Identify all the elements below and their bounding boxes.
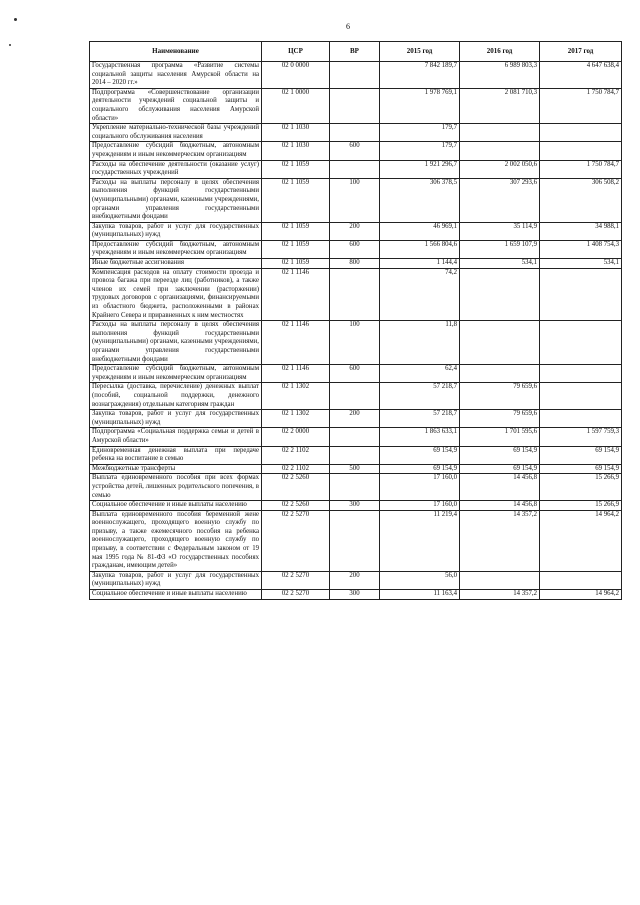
cell-2015: 1 566 804,6 [380, 240, 460, 258]
cell-2015: 17 160,0 [380, 501, 460, 511]
cell-csr: 02 1 1059 [262, 178, 330, 222]
cell-2016: 307 293,6 [460, 178, 540, 222]
cell-2016: 1 659 107,9 [460, 240, 540, 258]
cell-2017 [540, 410, 622, 428]
cell-vr [330, 474, 380, 501]
table-row [90, 571, 622, 589]
cell-2015: 1 978 769,1 [380, 88, 460, 123]
cell-2015: 69 154,9 [380, 446, 460, 464]
cell-2015: 74,2 [380, 268, 460, 321]
cell-vr: 100 [330, 321, 380, 365]
cell-csr: 02 2 5270 [262, 510, 330, 571]
cell-2017: 1 408 754,3 [540, 240, 622, 258]
cell-name: Социальное обеспечение и иные выплаты населению [90, 590, 262, 600]
cell-2015: 1 863 633,1 [380, 428, 460, 446]
cell-vr [330, 124, 380, 142]
cell-2016: 2 002 050,6 [460, 160, 540, 178]
cell-name: Компенсация расходов на оплату стоимости проезда и провоза багажа при переезде лиц (работников), а также членов их семей при заключении (расторжении) трудовых договоров с организациями, финансируемыми из областного бюджета, расположенными в районах Крайнего Севера и приравненных к ним местностях [90, 268, 262, 321]
table-row [90, 510, 622, 571]
table-row [90, 365, 622, 383]
cell-2017: 306 508,2 [540, 178, 622, 222]
cell-name: Выплата единовременного пособия при всех формах устройства детей, лишенных родительского попечения, в семью [90, 474, 262, 501]
cell-2016 [460, 142, 540, 160]
cell-2017: 15 266,9 [540, 501, 622, 511]
table-row [90, 446, 622, 464]
cell-csr: 02 1 1146 [262, 365, 330, 383]
cell-2017: 4 647 638,4 [540, 62, 622, 89]
cell-2015: 179,7 [380, 124, 460, 142]
cell-vr: 200 [330, 571, 380, 589]
header-name: Наименование [90, 42, 262, 62]
cell-2017: 1 597 759,3 [540, 428, 622, 446]
table-row [90, 428, 622, 446]
header-2015: 2015 год [380, 42, 460, 62]
cell-2017: 1 750 784,7 [540, 88, 622, 123]
cell-vr: 600 [330, 365, 380, 383]
cell-name: Расходы на выплаты персоналу в целях обеспечения выполнения функций государственными (муниципальными) органами, казенными учреждениями, органами управления государственными внебюджетными фондами [90, 178, 262, 222]
cell-2016: 14 456,8 [460, 474, 540, 501]
cell-vr [330, 383, 380, 410]
cell-vr: 800 [330, 259, 380, 269]
cell-2016: 69 154,9 [460, 464, 540, 474]
cell-2017: 1 750 784,7 [540, 160, 622, 178]
cell-name: Единовременная денежная выплата при передаче ребенка на воспитание в семью [90, 446, 262, 464]
table-row [90, 62, 622, 89]
cell-2016: 1 701 595,6 [460, 428, 540, 446]
header-2016: 2016 год [460, 42, 540, 62]
cell-2016: 2 081 710,3 [460, 88, 540, 123]
cell-vr: 500 [330, 464, 380, 474]
table-row [90, 259, 622, 269]
cell-2016 [460, 321, 540, 365]
cell-name: Расходы на выплаты персоналу в целях обеспечения выполнения функций государственными (муниципальными) органами, казенными учреждениями, органами управления государственными внебюджетными фондами [90, 321, 262, 365]
cell-csr: 02 1 1059 [262, 160, 330, 178]
cell-csr: 02 2 5260 [262, 501, 330, 511]
cell-csr: 02 1 1146 [262, 268, 330, 321]
cell-name: Предоставление субсидий бюджетным, автономным учреждениям и иным некоммерческим организациям [90, 142, 262, 160]
cell-name: Иные бюджетные ассигнования [90, 259, 262, 269]
cell-csr: 02 2 0000 [262, 428, 330, 446]
cell-csr: 02 1 1059 [262, 259, 330, 269]
cell-csr: 02 1 1030 [262, 124, 330, 142]
cell-vr: 300 [330, 501, 380, 511]
cell-2017: 34 988,1 [540, 222, 622, 240]
cell-2017: 14 964,2 [540, 510, 622, 571]
cell-vr: 300 [330, 590, 380, 600]
cell-2016 [460, 571, 540, 589]
cell-name: Межбюджетные трансферты [90, 464, 262, 474]
cell-name: Социальное обеспечение и иные выплаты населению [90, 501, 262, 511]
table-row [90, 160, 622, 178]
cell-2016: 534,1 [460, 259, 540, 269]
cell-2017: 534,1 [540, 259, 622, 269]
cell-2017 [540, 124, 622, 142]
cell-2017 [540, 571, 622, 589]
cell-csr: 02 2 5270 [262, 571, 330, 589]
table-row [90, 474, 622, 501]
cell-name: Закупка товаров, работ и услуг для государственных (муниципальных) нужд [90, 571, 262, 589]
table-row [90, 268, 622, 321]
cell-csr: 02 2 5260 [262, 474, 330, 501]
cell-2015: 69 154,9 [380, 464, 460, 474]
cell-name: Пересылка (доставка, перечисление) денежных выплат (пособий, социальной поддержки, денежного вознаграждения) отдельным категориям граждан [90, 383, 262, 410]
table-row [90, 501, 622, 511]
cell-2016 [460, 365, 540, 383]
table-row [90, 240, 622, 258]
cell-2017 [540, 268, 622, 321]
cell-2016 [460, 268, 540, 321]
cell-2015: 306 378,5 [380, 178, 460, 222]
cell-2016: 69 154,9 [460, 446, 540, 464]
cell-csr: 02 1 0000 [262, 88, 330, 123]
cell-vr: 600 [330, 142, 380, 160]
table-row [90, 222, 622, 240]
scan-speck [9, 44, 11, 46]
cell-2016 [460, 124, 540, 142]
cell-2015: 7 842 189,7 [380, 62, 460, 89]
cell-csr: 02 1 1146 [262, 321, 330, 365]
cell-csr: 02 1 1302 [262, 410, 330, 428]
cell-2015: 57 218,7 [380, 383, 460, 410]
cell-2015: 1 921 296,7 [380, 160, 460, 178]
cell-name: Государственная программа «Развитие системы социальной защиты населения Амурской области на 2014 – 2020 гг.» [90, 62, 262, 89]
cell-vr: 200 [330, 410, 380, 428]
table-row [90, 124, 622, 142]
cell-2017: 15 266,9 [540, 474, 622, 501]
cell-vr: 600 [330, 240, 380, 258]
header-vr: ВР [330, 42, 380, 62]
page-number: 6 [346, 22, 350, 31]
table-header-row [90, 42, 622, 62]
cell-2016: 79 659,6 [460, 383, 540, 410]
cell-2017: 14 964,2 [540, 590, 622, 600]
cell-vr [330, 62, 380, 89]
table-row [90, 590, 622, 600]
cell-2015: 1 144,4 [380, 259, 460, 269]
cell-2015: 17 160,0 [380, 474, 460, 501]
cell-vr [330, 160, 380, 178]
cell-csr: 02 1 1059 [262, 222, 330, 240]
cell-csr: 02 2 1102 [262, 464, 330, 474]
cell-name: Предоставление субсидий бюджетным, автономным учреждениям и иным некоммерческим организациям [90, 365, 262, 383]
cell-2017 [540, 321, 622, 365]
cell-csr: 02 1 1059 [262, 240, 330, 258]
table-row [90, 410, 622, 428]
cell-2015: 11,8 [380, 321, 460, 365]
budget-table [89, 41, 622, 600]
cell-vr: 200 [330, 222, 380, 240]
cell-2016: 14 456,8 [460, 501, 540, 511]
cell-2015: 46 969,1 [380, 222, 460, 240]
cell-name: Укрепление материально-технической базы учреждений социального обслуживания населения [90, 124, 262, 142]
cell-2016: 79 659,6 [460, 410, 540, 428]
table-row [90, 321, 622, 365]
cell-2015: 56,0 [380, 571, 460, 589]
cell-vr [330, 88, 380, 123]
table-row [90, 88, 622, 123]
cell-2016: 6 989 803,3 [460, 62, 540, 89]
cell-name: Подпрограмма «Социальная поддержка семьи и детей в Амурской области» [90, 428, 262, 446]
cell-csr: 02 2 5270 [262, 590, 330, 600]
cell-2017: 69 154,9 [540, 446, 622, 464]
cell-vr [330, 510, 380, 571]
cell-vr: 100 [330, 178, 380, 222]
cell-name: Предоставление субсидий бюджетным, автономным учреждениям и иным некоммерческим организациям [90, 240, 262, 258]
scan-speck [14, 18, 17, 21]
cell-2017 [540, 142, 622, 160]
cell-vr [330, 428, 380, 446]
cell-name: Подпрограмма «Совершенствование организации деятельности учреждений социальной защиты и социального обслуживания населения Амурской области» [90, 88, 262, 123]
cell-2017 [540, 383, 622, 410]
cell-csr: 02 2 1102 [262, 446, 330, 464]
cell-2017: 69 154,9 [540, 464, 622, 474]
cell-csr: 02 1 1302 [262, 383, 330, 410]
cell-2016: 14 357,2 [460, 590, 540, 600]
cell-2015: 11 219,4 [380, 510, 460, 571]
cell-vr [330, 268, 380, 321]
cell-2015: 179,7 [380, 142, 460, 160]
cell-2017 [540, 365, 622, 383]
cell-2016: 35 114,9 [460, 222, 540, 240]
cell-csr: 02 0 0000 [262, 62, 330, 89]
header-csr: ЦСР [262, 42, 330, 62]
cell-name: Выплата единовременного пособия беременной жене военнослужащего, проходящего военную службу по призыву, а также ежемесячного пособия на ребенка военнослужащего, проходящего военную службу по призыву, в соответствии с Федеральным законом от 19 мая 1995 года № 81-ФЗ «О государственных пособиях гражданам, имеющим детей» [90, 510, 262, 571]
cell-name: Закупка товаров, работ и услуг для государственных (муниципальных) нужд [90, 222, 262, 240]
cell-name: Закупка товаров, работ и услуг для государственных (муниципальных) нужд [90, 410, 262, 428]
header-2017: 2017 год [540, 42, 622, 62]
table-row [90, 464, 622, 474]
cell-vr [330, 446, 380, 464]
cell-2016: 14 357,2 [460, 510, 540, 571]
cell-csr: 02 1 1030 [262, 142, 330, 160]
table-row [90, 383, 622, 410]
table-row [90, 178, 622, 222]
cell-name: Расходы на обеспечение деятельности (оказание услуг) государственных учреждений [90, 160, 262, 178]
cell-2015: 57 218,7 [380, 410, 460, 428]
table-row [90, 142, 622, 160]
cell-2015: 11 163,4 [380, 590, 460, 600]
cell-2015: 62,4 [380, 365, 460, 383]
